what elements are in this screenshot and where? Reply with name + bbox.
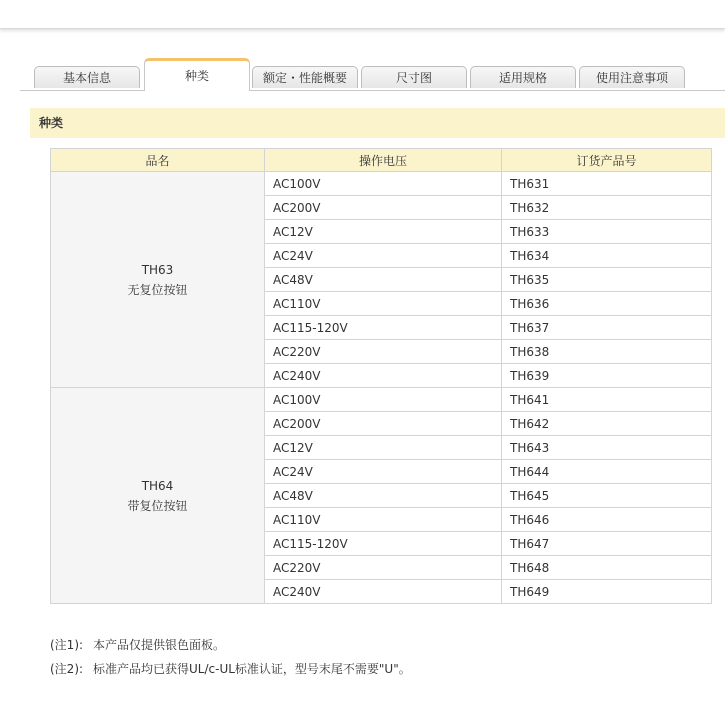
model-name: TH64 (141, 478, 174, 493)
top-header-strip (0, 0, 725, 29)
header-operating-voltage: 操作电压 (265, 149, 502, 172)
footnote-1-tag: (注1): (50, 638, 84, 652)
tab-dimensions[interactable]: 尺寸图 (361, 66, 467, 88)
voltage-cell: AC115-120V (265, 316, 502, 340)
voltage-cell: AC100V (265, 172, 502, 196)
order-number-cell: TH635 (502, 268, 712, 292)
voltage-cell: AC240V (265, 580, 502, 604)
order-number-cell: TH639 (502, 364, 712, 388)
section-title: 种类 (30, 108, 725, 138)
footnote-1 (50, 636, 411, 660)
order-number-cell: TH649 (502, 580, 712, 604)
footnotes (50, 636, 411, 684)
order-number-cell: TH632 (502, 196, 712, 220)
order-number-cell: TH636 (502, 292, 712, 316)
order-number-cell: TH644 (502, 460, 712, 484)
voltage-cell: AC220V (265, 556, 502, 580)
voltage-cell: AC24V (265, 460, 502, 484)
footnote-1-text: 本产品仅提供银色面板。 (93, 638, 226, 652)
header-order-number: 订货产品号 (502, 149, 712, 172)
model-name: TH63 (141, 262, 174, 277)
voltage-cell: AC115-120V (265, 532, 502, 556)
footnote-2-tag: (注2): (50, 662, 84, 676)
tab-types[interactable]: 种类 (144, 58, 250, 91)
header-product-name: 品名 (51, 149, 265, 172)
tab-usage-precautions[interactable]: 使用注意事项 (579, 66, 685, 88)
voltage-cell: AC220V (265, 340, 502, 364)
order-number-cell: TH646 (502, 508, 712, 532)
model-description: 无复位按钮 (127, 282, 188, 297)
footnote-2 (50, 660, 411, 684)
voltage-cell: AC48V (265, 268, 502, 292)
voltage-cell: AC110V (265, 508, 502, 532)
tab-basic-info[interactable]: 基本信息 (34, 66, 140, 88)
tab-applicable-standards[interactable]: 适用规格 (470, 66, 576, 88)
product-types-table (50, 148, 712, 604)
order-number-cell: TH634 (502, 244, 712, 268)
model-description: 带复位按钮 (127, 498, 188, 513)
tab-bar (20, 58, 725, 91)
table-row (51, 388, 712, 412)
voltage-cell: AC12V (265, 436, 502, 460)
model-cell (51, 388, 265, 604)
order-number-cell: TH648 (502, 556, 712, 580)
table-row (51, 172, 712, 196)
footnote-2-text: 标准产品均已获得UL/c-UL标准认证，型号末尾不需要"U"。 (93, 662, 411, 676)
order-number-cell: TH633 (502, 220, 712, 244)
order-number-cell: TH637 (502, 316, 712, 340)
voltage-cell: AC48V (265, 484, 502, 508)
tab-ratings-performance[interactable]: 额定・性能概要 (252, 66, 358, 88)
order-number-cell: TH638 (502, 340, 712, 364)
voltage-cell: AC240V (265, 364, 502, 388)
voltage-cell: AC24V (265, 244, 502, 268)
order-number-cell: TH647 (502, 532, 712, 556)
model-cell (51, 172, 265, 388)
voltage-cell: AC200V (265, 412, 502, 436)
order-number-cell: TH645 (502, 484, 712, 508)
voltage-cell: AC200V (265, 196, 502, 220)
order-number-cell: TH631 (502, 172, 712, 196)
voltage-cell: AC12V (265, 220, 502, 244)
order-number-cell: TH642 (502, 412, 712, 436)
voltage-cell: AC110V (265, 292, 502, 316)
order-number-cell: TH641 (502, 388, 712, 412)
table-header-row (51, 149, 712, 172)
voltage-cell: AC100V (265, 388, 502, 412)
order-number-cell: TH643 (502, 436, 712, 460)
